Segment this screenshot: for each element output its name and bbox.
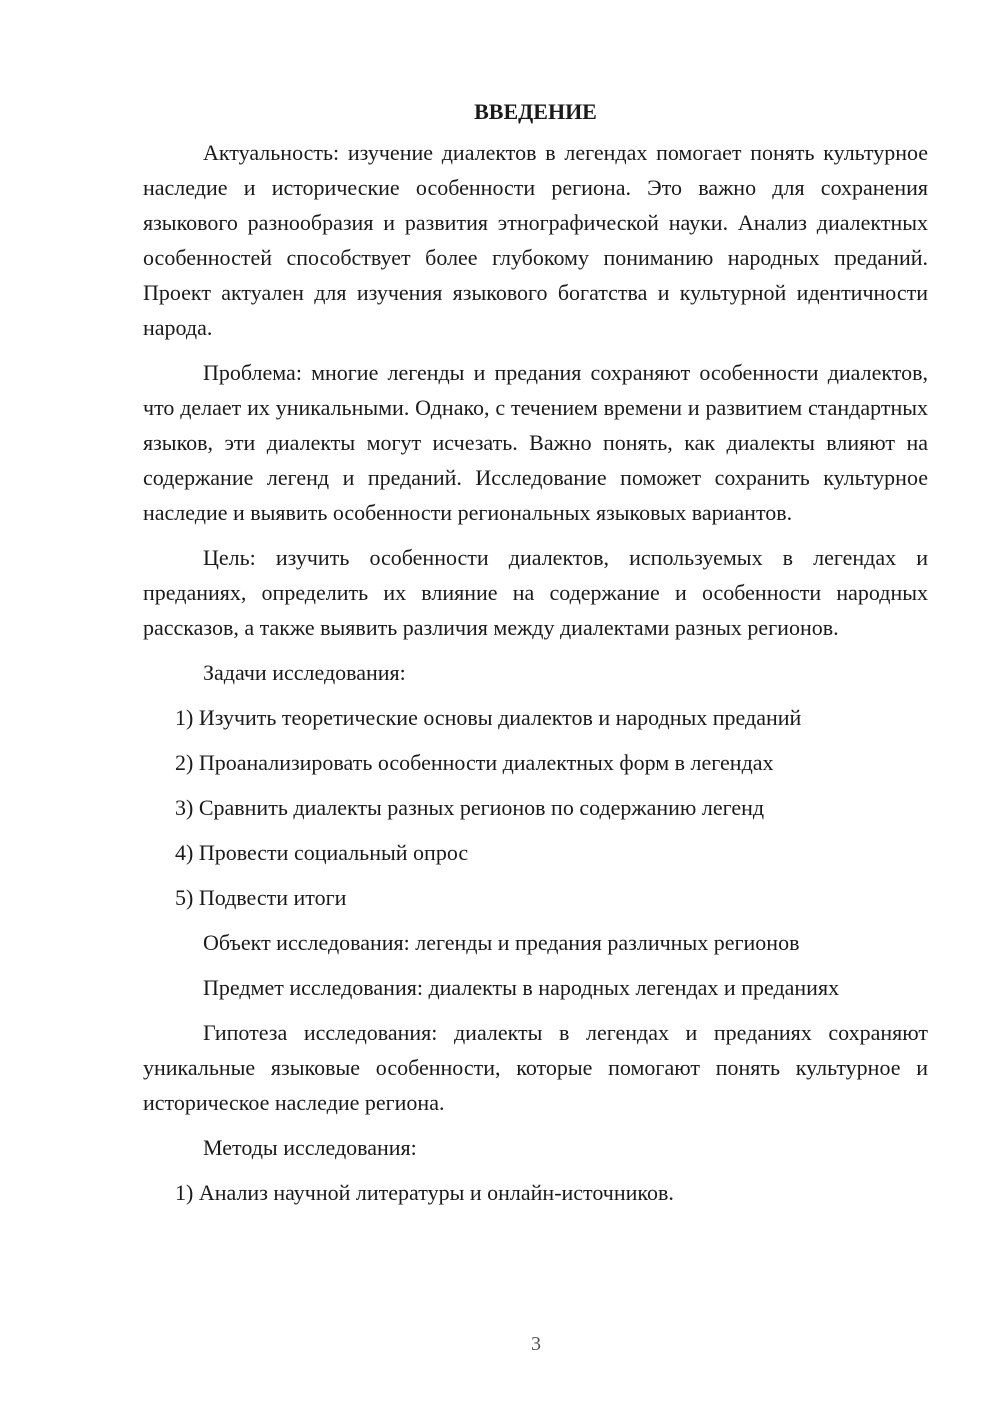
research-subject: Предмет исследования: диалекты в народных легендах и преданиях bbox=[203, 975, 840, 1000]
document-body bbox=[143, 94, 928, 1210]
problem-paragraph: Проблема: многие легенды и предания сохраняют особенности диалектов, что делает их уникальными. Однако, с течением времени и развитием стандартных языков, эти диалекты могут исчезать. Важно понять, как диалекты влияют на содержание легенд и преданий. Исследование поможет сохранить культурное наследие и выявить особенности региональных языковых вариантов. bbox=[143, 360, 928, 525]
task-item: 1) Изучить теоретические основы диалектов и народных преданий bbox=[175, 705, 802, 730]
hypothesis-paragraph: Гипотеза исследования: диалекты в легендах и преданиях сохраняют уникальные языковые особенности, которые помогают понять культурное и историческое наследие региона. bbox=[143, 1020, 928, 1115]
tasks-list bbox=[143, 690, 928, 915]
method-item: 1) Анализ научной литературы и онлайн-источников. bbox=[175, 1180, 674, 1205]
tasks-label: Задачи исследования: bbox=[203, 660, 406, 685]
goal-paragraph: Цель: изучить особенности диалектов, используемых в легендах и преданиях, определить их влияние на содержание и особенности народных рассказов, а также выявить различия между диалектами разных регионов. bbox=[143, 545, 928, 640]
methods-label: Методы исследования: bbox=[203, 1135, 417, 1160]
task-item: 3) Сравнить диалекты разных регионов по содержанию легенд bbox=[175, 795, 765, 820]
relevance-paragraph: Актуальность: изучение диалектов в легендах помогает понять культурное наследие и исторические особенности региона. Это важно для сохранения языкового разнообразия и развития этнографической науки. Анализ диалектных особенностей способствует более глубокому пониманию народных преданий. Проект актуален для изучения языкового богатства и культурной идентичности народа. bbox=[143, 140, 928, 340]
methods-list bbox=[143, 1165, 928, 1210]
page-number: 3 bbox=[531, 1333, 541, 1355]
task-item: 5) Подвести итоги bbox=[175, 885, 347, 910]
research-object: Объект исследования: легенды и предания различных регионов bbox=[203, 930, 800, 955]
section-heading: ВВЕДЕНИЕ bbox=[474, 99, 597, 124]
task-item: 4) Провести социальный опрос bbox=[175, 840, 469, 865]
task-item: 2) Проанализировать особенности диалектных форм в легендах bbox=[175, 750, 774, 775]
